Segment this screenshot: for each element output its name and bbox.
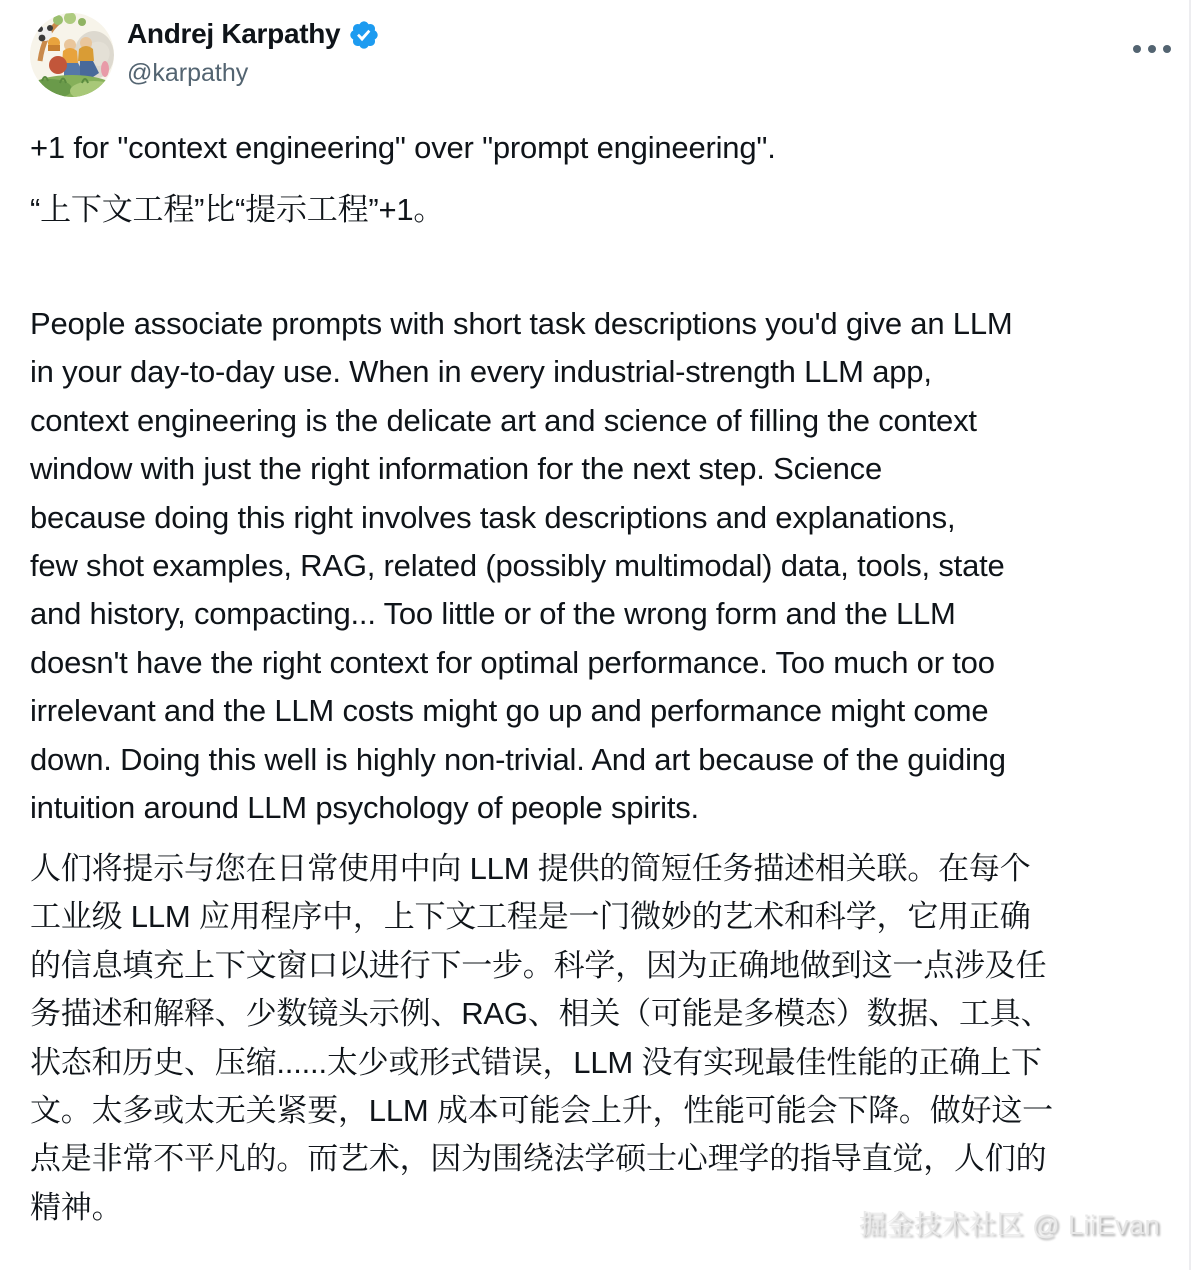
tweet-paragraph-english — [30, 300, 1170, 832]
tweet-header — [30, 13, 1162, 103]
text-line: 状态和历史、压缩......太少或形式错误，LLM 没有实现最佳性能的正确上下 — [30, 1044, 1042, 1080]
text-line: 人们将提示与您在日常使用中向 LLM 提供的简短任务描述相关联。在每个 — [30, 851, 1031, 886]
text-line: 务描述和解释、少数镜头示例、RAG、相关（可能是多模态）数据、工具、 — [30, 996, 1052, 1032]
watermark: 掘金技术社区 @ LiiEvan — [859, 1210, 1160, 1240]
avatar-illustration — [30, 13, 114, 97]
name-block — [127, 17, 380, 88]
avatar[interactable] — [30, 13, 114, 97]
text-line: down. Doing this well is highly non-trivial. And art because of the guiding — [30, 741, 1006, 777]
text-line: +1 for "context engineering" over "prompt engineering". — [30, 130, 776, 165]
text-line: because doing this right involves task descriptions and explanations, — [30, 499, 956, 535]
text-line: irrelevant and the LLM costs might go up and performance might come — [30, 693, 989, 729]
text-line: 文。太多或太无关紧要，LLM 成本可能会上升，性能可能会下降。做好这一 — [30, 1093, 1053, 1129]
tweet-line-chinese-short — [30, 186, 1170, 234]
display-name[interactable]: Andrej Karpathy — [127, 18, 341, 49]
user-handle[interactable]: @karpathy — [127, 59, 249, 87]
more-dot — [1133, 45, 1141, 53]
text-line: “上下文工程”比“提示工程”+1。 — [30, 192, 445, 227]
text-line: People associate prompts with short task descriptions you'd give an LLM — [30, 306, 1013, 341]
card-border — [1189, 0, 1191, 1270]
verified-badge-icon — [348, 19, 380, 51]
text-line: doesn't have the right context for optimal performance. Too much or too — [30, 644, 995, 680]
text-line: 点是非常不平凡的。而艺术，因为围绕法学硕士心理学的指导直觉，人们的 — [30, 1141, 1047, 1177]
more-dot — [1163, 45, 1171, 53]
tweet-line-english-short — [30, 124, 1170, 172]
text-line: intuition around LLM psychology of people spirits. — [30, 790, 699, 826]
text-line: context engineering is the delicate art and science of filling the context — [30, 402, 977, 438]
text-line: 精神。 — [30, 1189, 123, 1225]
more-dot — [1148, 45, 1156, 53]
text-line: and history, compacting... Too little or of the wrong form and the LLM — [30, 596, 956, 632]
text-line: few shot examples, RAG, related (possibly multimodal) data, tools, state — [30, 548, 1005, 584]
text-line: 的信息填充上下文窗口以进行下一步。科学，因为正确地做到这一点涉及任 — [30, 947, 1047, 983]
text-line: in your day-to-day use. When in every industrial-strength LLM app, — [30, 354, 932, 390]
text-line: 工业级 LLM 应用程序中，上下文工程是一门微妙的艺术和科学，它用正确 — [30, 899, 1031, 935]
more-options-icon[interactable] — [1124, 31, 1180, 67]
tweet-paragraph-chinese — [30, 845, 1170, 1232]
text-line: window with just the right information for the next step. Science — [30, 451, 882, 487]
